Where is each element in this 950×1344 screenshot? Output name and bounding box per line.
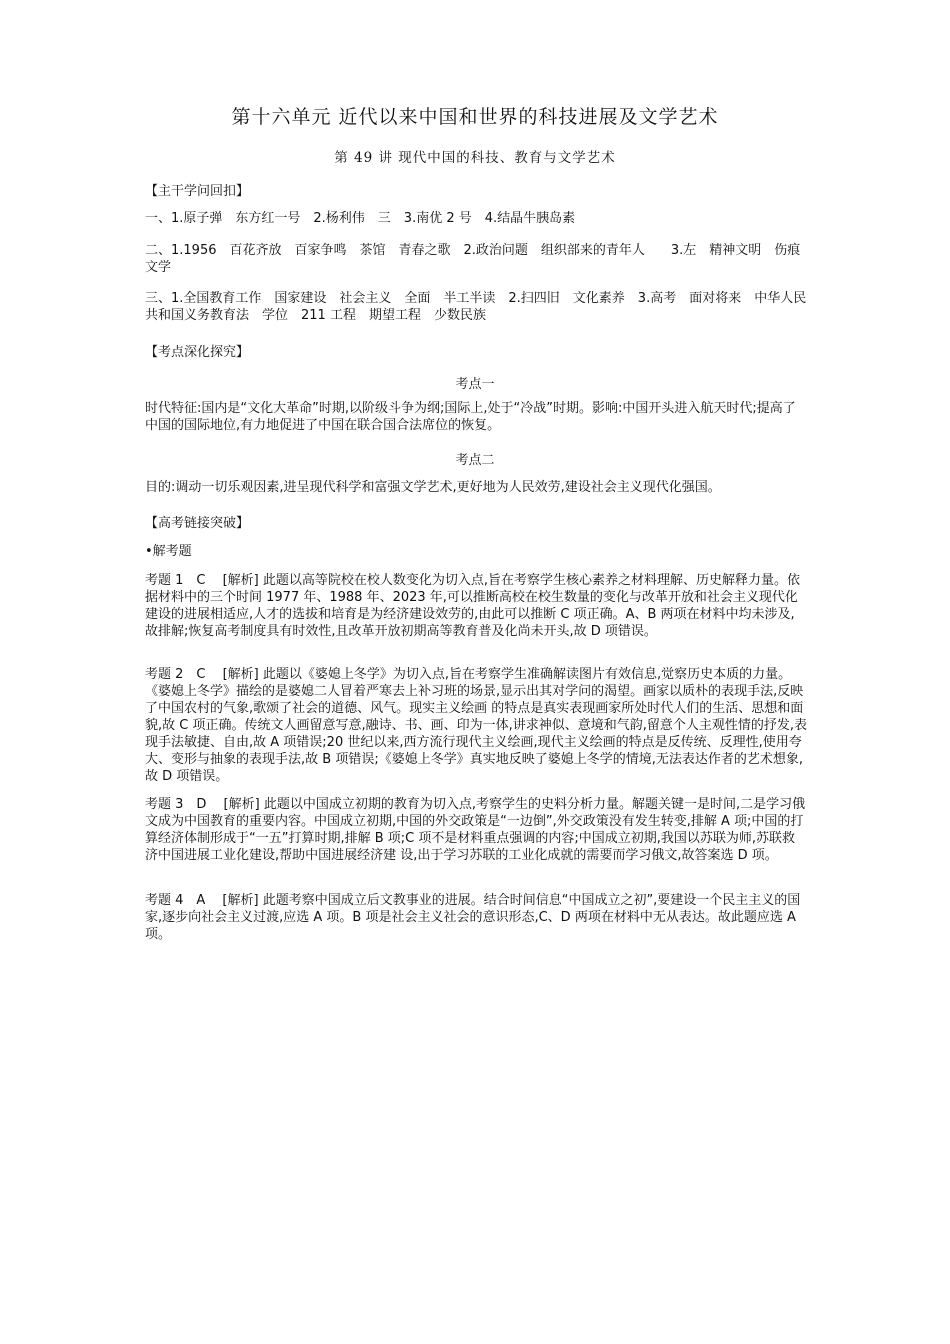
jiekaoti-label: •解考题 — [145, 544, 192, 559]
kaodian-2-text: 目的:调动一切乐观因素,进呈现代科学和富强文学艺术,更好地为人民效劳,建设社会主义现代化强国。 — [145, 480, 721, 495]
review-item-1: 一、1.原子弹 东方红一号 2.杨利伟 三 3.南优 2 号 4.结晶牛胰岛素 — [145, 211, 576, 226]
section-heading-exam: 【高考链接突破】 — [145, 516, 250, 531]
question-1-analysis: 考题 1 C [解析] 此题以高等院校在校人数变化为切入点,旨在考察学生核心素养之材料理解、历史解释力量。依据材料中的三个时间 1977 年、1988 年、2023 年,可以推断高校在校生数量的变化与改革开放和社会主义现代化建设的进展相适应,人才的选拔和培育是为经济建设效劳的,由此可以推断 C 项正确。A、B 两项在材料中均未涉及,故排解;恢复高考制度具有时效性,且改革开放初期高等教育普及化尚未开头,故 D 项错误。 — [145, 573, 801, 639]
review-item-2: 二、1.1956 百花齐放 百家争鸣 茶馆 青春之歌 2.政治问题 组织部来的青年人 3.左 精神文明 伤痕文学 — [145, 243, 801, 275]
question-4-analysis: 考题 4 A [解析] 此题考察中国成立后文教事业的进展。结合时间信息“中国成立之初”,要建设一个民主主义的国家,逐步向社会主义过渡,应选 A 项。B 项是社会主义社会的意识形态,C、D 两项在材料中无从表达。故此题应选 A 项。 — [145, 893, 801, 942]
question-3-analysis: 考题 3 D [解析] 此题以中国成立初期的教育为切入点,考察学生的史料分析力量。解题关键一是时间,二是学习俄文成为中国教育的重要内容。中国成立初期,中国的外交政策是“一边倒”,外交政策没有发生转变,排解 A 项;中国的打算经济体制形成于“一五”打算时期,排解 B 项;C 项不是材料重点强调的内容;中国成立初期,我国以苏联为师,苏联救济中国进展工业化建设,帮助中国进展经济建 设,出于学习苏联的工业化成就的需要而学习俄文,故答案选 D 项。 — [145, 797, 806, 863]
lecture-subtitle: 第 49 讲 现代中国的科技、教育与文学艺术 — [334, 150, 616, 166]
review-item-3: 三、1.全国教育工作 国家建设 社会主义 全面 半工半读 2.扫四旧 文化素养 3.高考 面对将来 中华人民共和国义务教育法 学位 211 工程 期望工程 少数民族 — [145, 291, 807, 323]
section-heading-review: 【主干学问回扣】 — [145, 184, 250, 199]
kaodian-1-text: 时代特征:国内是“文化大革命”时期,以阶级斗争为纲;国际上,处于“冷战”时期。影响:中国开头进入航天时代;提高了中国的国际地位,有力地促进了中国在联合国合法席位的恢复。 — [145, 401, 796, 433]
kaodian-1-heading: 考点一 — [455, 377, 495, 392]
question-2-analysis: 考题 2 C [解析] 此题以《婆媳上冬学》为切入点,旨在考察学生准确解读图片有效信息,觉察历史本质的力量。《婆媳上冬学》描绘的是婆媳二人冒着严寒去上补习班的场景,显示出其对学问的渴望。画家以质朴的表现手法,反映了中国农村的气象,歌颂了社会的道德、风气。现实主义绘画 的特点是真实表现画家所处时代人们的生活、思想和面貌,故 C 项正确。传统文人画留意写意,融诗、书、画、印为一体,讲求神似、意境和气韵,留意个人主观性情的抒发,表现手法敏捷、自由,故 A 项错误;20 世纪以来,西方流行现代主义绘画,现代主义绘画的特点是反传统、反理性,使用夸大、变形与抽象的表现手法,故 B 项错误;《婆媳上冬学》真实地反映了婆媳上冬学的情境,无法表达作者的艺术想象,故 D 项错误。 — [145, 667, 808, 784]
kaodian-2-heading: 考点二 — [455, 453, 495, 468]
section-heading-deepen: 【考点深化探究】 — [145, 345, 250, 360]
unit-title: 第十六单元 近代以来中国和世界的科技进展及文学艺术 — [231, 106, 719, 128]
